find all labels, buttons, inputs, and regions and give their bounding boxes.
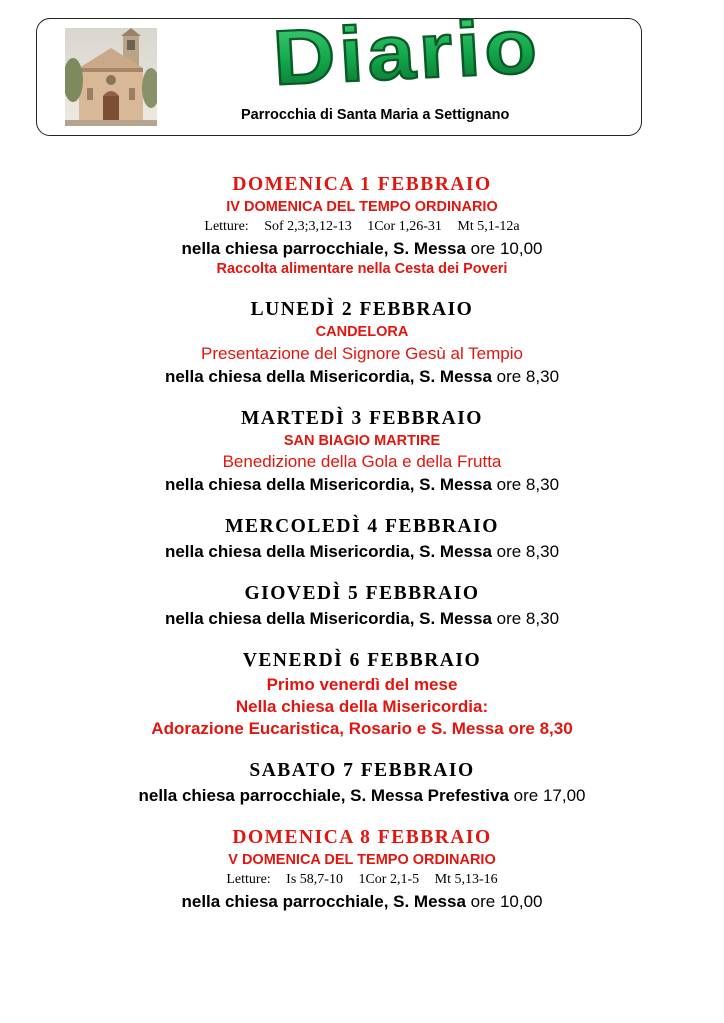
event-label: Benedizione della Gola e della Frutta	[222, 452, 502, 471]
liturgy-label: V DOMENICA DEL TEMPO ORDINARIO	[228, 852, 496, 868]
mass-place: nella chiesa parrocchiale, S. Messa	[181, 892, 466, 911]
readings-line	[0, 217, 724, 237]
day-title: GIOVEDÌ 5 FEBBRAIO	[244, 583, 480, 604]
readings-label: Letture:	[226, 872, 271, 887]
mass-time: ore 17,00	[513, 786, 586, 805]
mass-line	[0, 237, 724, 260]
mass-line	[0, 784, 724, 807]
mass-line	[0, 473, 724, 496]
mass-time: ore 8,30	[496, 367, 560, 386]
day-entry	[0, 297, 724, 388]
mass-time: ore 10,00	[470, 892, 543, 911]
liturgy-label: IV DOMENICA DEL TEMPO ORDINARIO	[226, 199, 498, 215]
reading: Mt 5,13-16	[434, 872, 498, 887]
event-line: Primo venerdì del mese	[266, 675, 458, 694]
day-title: MARTEDÌ 3 FEBBRAIO	[241, 408, 483, 429]
reading: Mt 5,1-12a	[457, 219, 520, 234]
event-label: Presentazione del Signore Gesù al Tempio	[201, 344, 523, 363]
day-entry	[0, 406, 724, 496]
mass-line	[0, 365, 724, 388]
mass-place: nella chiesa della Misericordia, S. Messa	[164, 542, 492, 561]
feast-label: SAN BIAGIO MARTIRE	[283, 433, 441, 449]
mass-place: nella chiesa parrocchiale, S. Messa Prefestiva	[138, 786, 509, 805]
reading: Sof 2,3;3,12-13	[264, 219, 352, 234]
mass-line	[0, 607, 724, 630]
mass-time: ore 8,30	[496, 542, 560, 561]
mass-place: nella chiesa della Misericordia, S. Messa	[164, 475, 492, 494]
day-entry	[0, 172, 724, 279]
readings-label: Letture:	[204, 219, 249, 234]
mass-line	[0, 890, 724, 913]
day-title: LUNEDÌ 2 FEBBRAIO	[250, 299, 474, 320]
event-line: Nella chiesa della Misericordia:	[235, 697, 489, 716]
header-box	[36, 2, 642, 136]
day-title: DOMENICA 8 FEBBRAIO	[232, 827, 492, 848]
day-entry	[0, 758, 724, 807]
note: Raccolta alimentare nella Cesta dei Poveri	[216, 261, 508, 277]
reading: Is 58,7-10	[286, 872, 343, 887]
day-entry	[0, 648, 724, 740]
mass-line	[0, 540, 724, 563]
day-entry	[0, 825, 724, 913]
day-title: VENERDÌ 6 FEBBRAIO	[242, 650, 482, 671]
day-title: MERCOLEDÌ 4 FEBBRAIO	[225, 516, 499, 537]
mass-time: ore 10,00	[470, 239, 543, 258]
diary-content	[0, 168, 724, 931]
day-entry	[0, 581, 724, 630]
reading: 1Cor 2,1-5	[358, 872, 420, 887]
day-entry	[0, 514, 724, 563]
mass-place: nella chiesa della Misericordia, S. Messa	[164, 609, 492, 628]
day-title: DOMENICA 1 FEBBRAIO	[232, 174, 492, 195]
event-line: Adorazione Eucaristica, Rosario e S. Messa ore 8,30	[151, 719, 573, 738]
mass-place: nella chiesa della Misericordia, S. Messa	[164, 367, 492, 386]
mass-time: ore 8,30	[496, 609, 560, 628]
diario-title	[187, 2, 627, 102]
mass-place: nella chiesa parrocchiale, S. Messa	[181, 239, 466, 258]
mass-time: ore 8,30	[496, 475, 560, 494]
readings-line	[0, 870, 724, 890]
reading: 1Cor 1,26-31	[367, 219, 442, 234]
parish-subtitle: Parrocchia di Santa Maria a Settignano	[241, 107, 510, 123]
feast-label: CANDELORA	[315, 324, 409, 340]
title-text: Diario	[270, 2, 544, 102]
church-illustration	[65, 28, 157, 126]
day-title: SABATO 7 FEBBRAIO	[249, 760, 475, 781]
